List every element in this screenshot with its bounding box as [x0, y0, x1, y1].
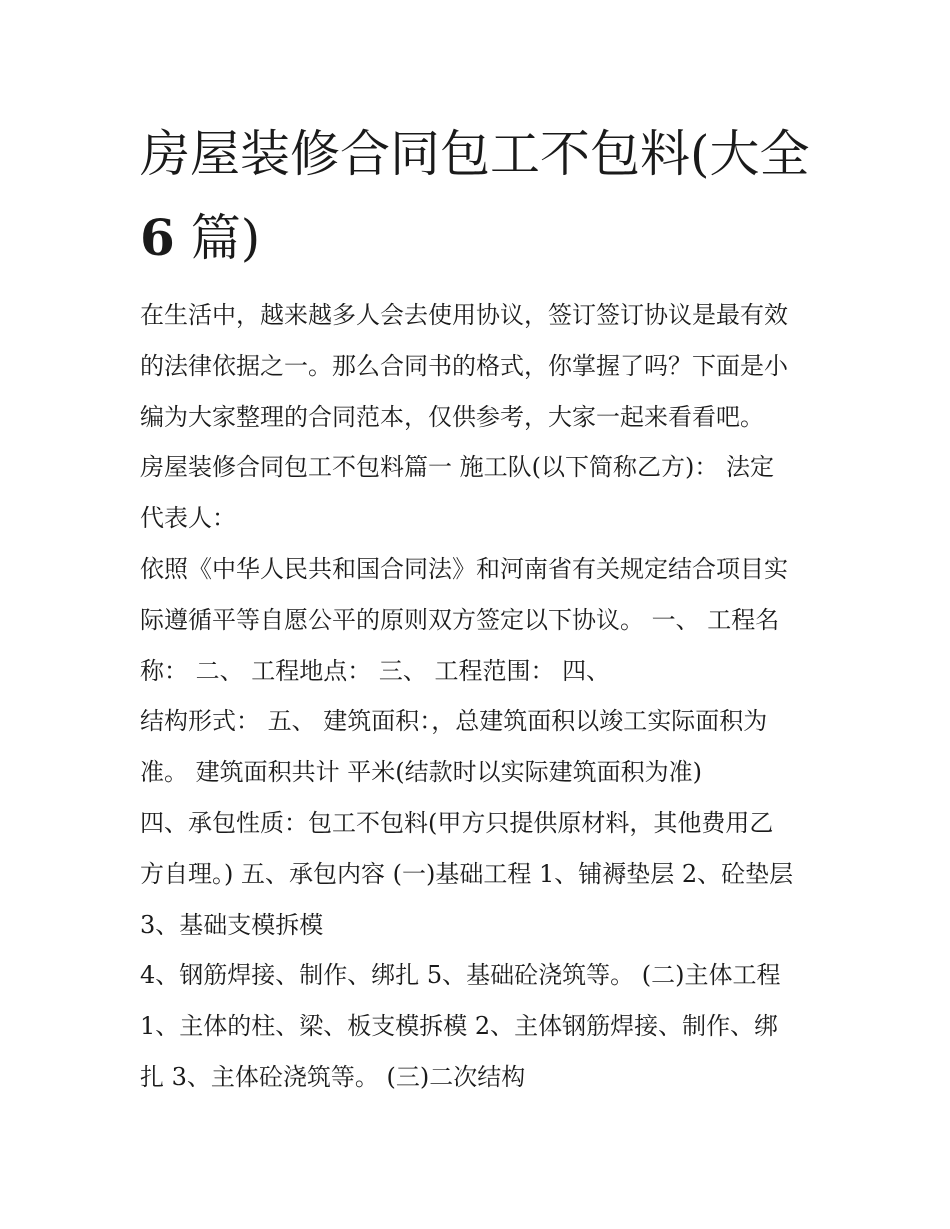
body-line: 在生活中，越来越多人会去使用协议，签订签订协议是最有效 — [140, 301, 788, 329]
document-body — [140, 290, 820, 1103]
body-line: 四、承包性质：包工不包料(甲方只提供原材料，其他费用乙 — [140, 808, 774, 837]
body-line: 称： 二、 工程地点： 三、 工程范围： 四、 — [140, 656, 611, 685]
document-content — [140, 112, 820, 1103]
body-line: 1、主体的柱、梁、板支模拆模 2、主体钢筋焊接、制作、绑 — [140, 1012, 779, 1041]
body-line: 的法律依据之一。那么合同书的格式，你掌握了吗？下面是小 — [140, 351, 788, 380]
title-number: 6 — [140, 208, 175, 267]
body-line: 3、基础支模拆模 — [140, 910, 324, 939]
document-title — [140, 112, 820, 280]
body-line: 房屋装修合同包工不包料篇一 施工队(以下简称乙方)： 法定 — [140, 453, 774, 482]
title-line-2: 篇) — [190, 209, 261, 267]
body-line: 结构形式： 五、 建筑面积：，总建筑面积以竣工实际面积为 — [140, 707, 768, 736]
body-line: 扎 3、主体砼浇筑等。 (三)二次结构 — [140, 1062, 526, 1091]
body-line: 方自理。) 五、承包内容 (一)基础工程 1、铺褥垫层 2、砼垫层 — [140, 859, 794, 888]
body-line: 际遵循平等自愿公平的原则双方签定以下协议。 一、 工程名 — [140, 605, 780, 634]
body-line: 编为大家整理的合同范本，仅供参考，大家一起来看看吧。 — [140, 402, 764, 431]
body-line: 4、钢筋焊接、制作、绑扎 5、基础砼浇筑等。 (二)主体工程 — [140, 961, 781, 990]
title-line-1: 房屋装修合同包工不包料(大全 — [140, 125, 810, 183]
body-line: 代表人： — [140, 504, 236, 533]
body-line: 依照《中华人民共和国合同法》和河南省有关规定结合项目实 — [140, 554, 788, 583]
body-line: 准。 建筑面积共计 平米(结款时以实际建筑面积为准) — [140, 758, 702, 787]
